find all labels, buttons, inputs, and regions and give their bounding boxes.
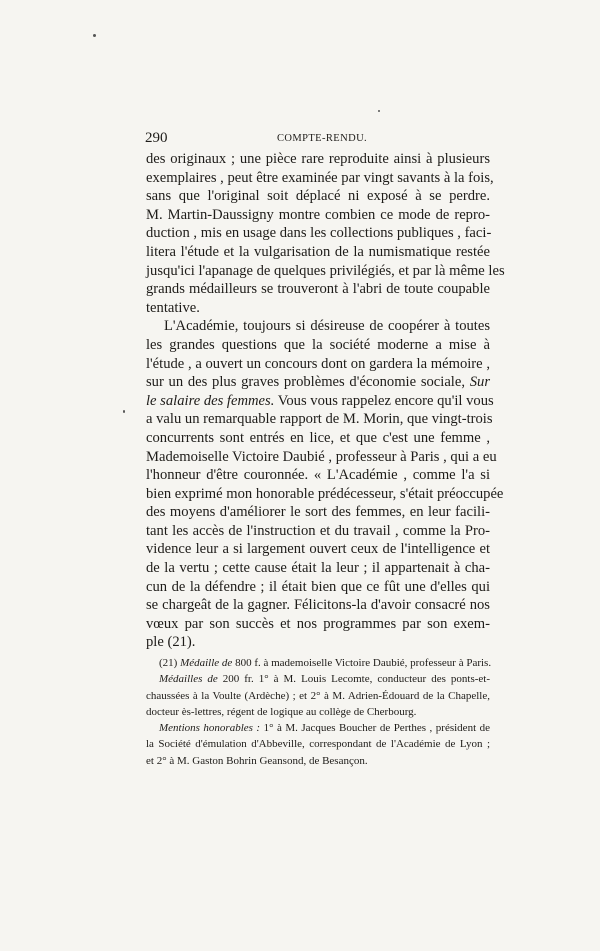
- text-fragment: Vous vous rappelez encore qu'il vous: [274, 392, 494, 409]
- text-line: grands médailleurs se trouveront à l'abri de toute coupable: [146, 281, 490, 298]
- italic-title: le salaire des femmes.: [146, 392, 275, 409]
- italic-label: Médaille de: [180, 657, 233, 669]
- italic-label: Médailles de: [159, 673, 218, 686]
- text-line: litera l'étude et la vulgarisation de la numismatique restée: [146, 243, 490, 260]
- text-line: bien exprimé mon honorable prédécesseur, s'était préoccupée: [146, 485, 504, 502]
- text-line: tant les accès de l'instruction et du travail , comme la Pro-: [146, 522, 490, 539]
- text-line: cun de la défendre ; il était bien que ce fût une d'elles qui: [146, 578, 490, 595]
- text-line: [146, 392, 494, 411]
- text-line: M. Martin-Daussigny montre combien ce mode de repro-: [146, 206, 490, 223]
- text-line: L'Académie, toujours si désireuse de coopérer à toutes: [164, 318, 490, 335]
- text-fragment: 800 f. à mademoiselle Victoire Daubié, professeur à Paris.: [232, 657, 492, 669]
- footnote-line: [146, 655, 490, 671]
- running-head: COMPTE-RENDU.: [277, 133, 368, 144]
- text-line: de la vertu ; cette cause était la leur ; il appartenait à cha-: [146, 560, 490, 577]
- text-line: jusqu'ici l'apanage de quelques privilégiés, et par là même les: [146, 262, 505, 279]
- italic-label: Mentions honorables :: [159, 722, 261, 735]
- text-line: sans que l'original soit déplacé ni exposé à se perdre.: [146, 188, 490, 205]
- text-line: concurrents sont entrés en lice, et que c'est une femme ,: [146, 429, 490, 446]
- footnote-line: docteur ès-lettres, régent de logique au collège de Cherbourg.: [146, 705, 417, 718]
- page-number: 290: [145, 130, 168, 146]
- text-line: duction , mis en usage dans les collections publiques , faci-: [146, 225, 492, 242]
- text-line: se chargeât de la gagner. Félicitons-la d'avoir consacré nos: [146, 597, 490, 614]
- page-header: [137, 128, 489, 148]
- ink-speck: [123, 410, 125, 413]
- text-line: ple (21).: [146, 634, 196, 651]
- ink-speck: [378, 110, 380, 112]
- footnote-number: (21): [159, 657, 178, 669]
- text-fragment: sur un des plus graves problèmes d'économie sociale,: [146, 374, 465, 391]
- footnote-line: la Société d'émulation d'Abbeville, correspondant de l'Académie de Lyon ;: [146, 738, 490, 751]
- text-line: l'étude , a ouvert un concours dont on gardera la mémoire ,: [146, 355, 490, 372]
- ink-speck: [93, 34, 96, 37]
- footnote-line: et 2° à M. Gaston Bohrin Geansond, de Besançon.: [146, 754, 368, 767]
- text-line: l'honneur d'être couronnée. « L'Académie , comme l'a si: [146, 467, 490, 484]
- italic-title: Sur: [469, 374, 490, 391]
- footnote-line: chaussées à la Voulte (Ardèche) ; et 2° à M. Adrien-Édouard de la Chapelle,: [146, 689, 490, 702]
- text-line: tentative.: [146, 299, 200, 316]
- footnote-line: [146, 720, 490, 736]
- text-line: Mademoiselle Victoire Daubié , professeur à Paris , qui a eu: [146, 448, 497, 465]
- text-fragment: 200 fr. 1° à M. Louis Lecomte, conducteur des ponts-et-: [217, 673, 490, 686]
- text-line: vœux par son succès et nos programmes par son exem-: [146, 615, 490, 632]
- text-line: les grandes questions que la société moderne a mise à: [146, 336, 490, 353]
- text-line: vidence leur a si largement ouvert ceux de l'intelligence et: [146, 541, 490, 558]
- footnote-line: [146, 671, 490, 687]
- footnote: [146, 655, 490, 769]
- main-text: [146, 150, 505, 652]
- text-line: des moyens d'améliorer le sort des femmes, en leur facili-: [146, 504, 490, 521]
- text-line: [146, 373, 490, 392]
- text-line: des originaux ; une pièce rare reproduite ainsi à plusieurs: [146, 151, 490, 167]
- text-fragment: 1° à M. Jacques Boucher de Perthes , président de: [260, 722, 490, 735]
- text-line: exemplaires , peut être examinée par vingt savants à la fois,: [146, 169, 494, 186]
- text-line: a valu un remarquable rapport de M. Morin, que vingt-trois: [146, 411, 493, 428]
